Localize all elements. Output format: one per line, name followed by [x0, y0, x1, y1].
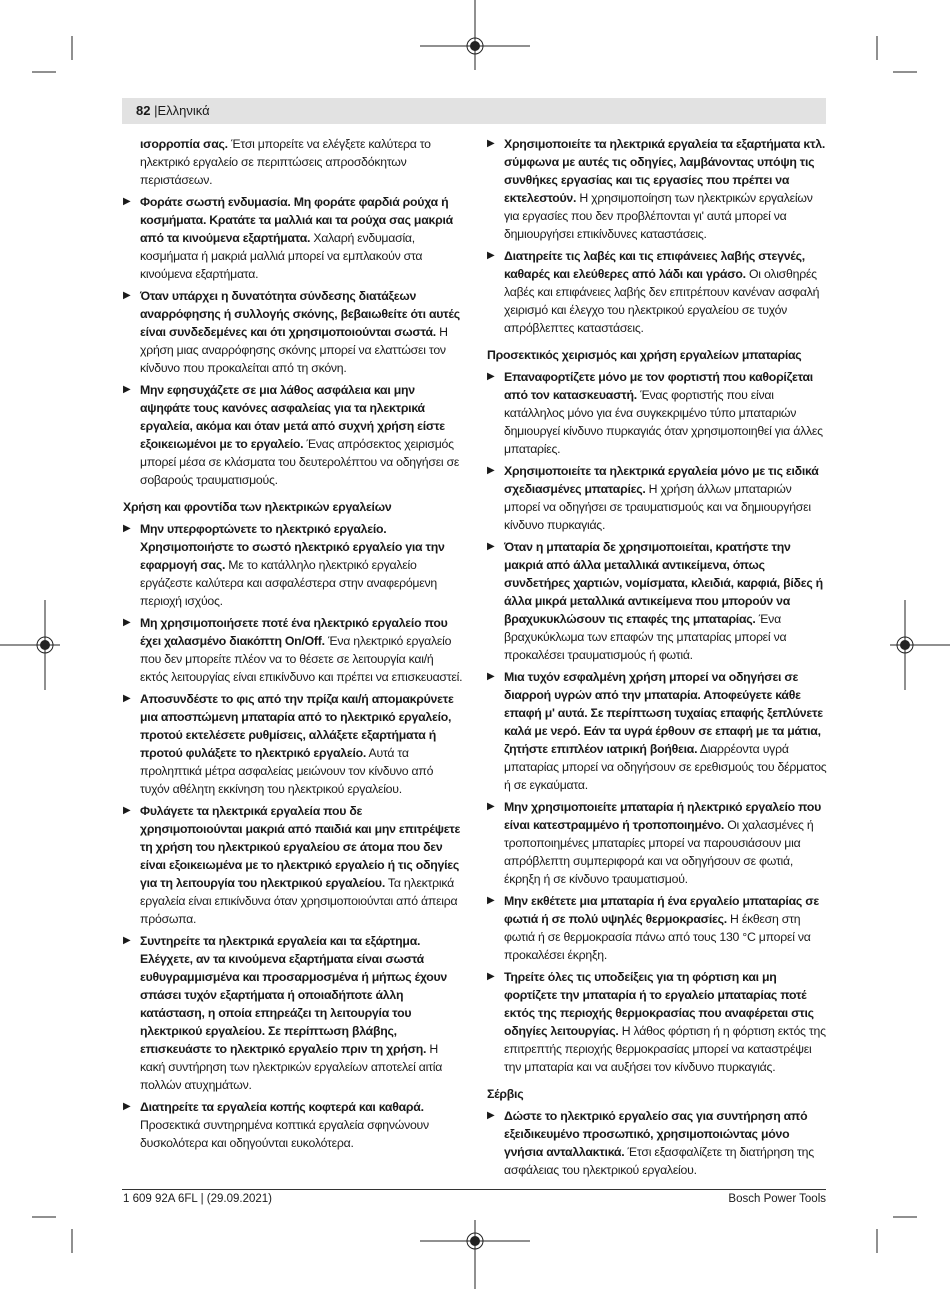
- safety-item-disconnect: [123, 690, 463, 798]
- item-text: Με το κατάλληλο ηλεκτρικό εργαλείο εργάζεστε καλύτερα και ασφαλέστερα στην αναφερόμενη περιοχή ισχύος.: [140, 558, 437, 608]
- item-bold-text: Μην υπερφορτώνετε το ηλεκτρικό εργαλείο. Χρησιμοποιήστε το σωστό ηλεκτρικό εργαλείο για την εφαρμογή σας.: [140, 522, 445, 572]
- section-heading-tool-use: Χρήση και φροντίδα των ηλεκτρικών εργαλείων: [123, 500, 392, 514]
- item-bold-text: Αποσυνδέστε το φις από την πρίζα και/ή απομακρύνετε μια αποσπώμενη μπαταρία από το ηλεκτρικό εργαλείο, προτού εκτελέσετε ρυθμίσεις, αλλάξετε εξαρτήματα ή προτού φυλάξετε το ηλεκτρικό εργαλείο.: [140, 692, 454, 760]
- item-text: Χαλαρή ενδυμασία, κοσμήματα ή μακριά μαλλιά μπορεί να εμπλακούν στα κινούμενα εξαρτήματα.: [140, 231, 423, 281]
- item-text: Ένα ηλεκτρικό εργαλείο που δεν μπορείτε πλέον να το θέσετε σε λειτουργία και/ή εκτός λειτουργίας είναι επικίνδυνο και πρέπει να επισκευαστεί.: [140, 634, 463, 684]
- item-bold-text: Μη χρησιμοποιήσετε ποτέ ένα ηλεκτρικό εργαλείο που έχει χαλασμένο διακόπτη On/Off.: [140, 616, 448, 648]
- page-number: 82: [136, 103, 151, 118]
- item-bold-text: Φυλάγετε τα ηλεκτρικά εργαλεία που δε χρησιμοποιούνται μακριά από παιδιά και μην επιτρέψετε τη χρήση του ηλεκτρικού εργαλείου σε άτομα που δεν είναι εξοικειωμένα με το ηλεκτρικό εργαλείο ή τις οδηγίες για τη λειτουργία του ηλεκτρικού εργαλείου.: [140, 804, 461, 890]
- item-text: Ένα βραχυκύκλωμα των επαφών της μπαταρίας μπορεί να προκαλέσει τραυματισμούς ή φωτιά.: [504, 612, 787, 662]
- bullet-arrow-icon: ▶: [123, 805, 131, 816]
- safety-item-short-circuit: [487, 538, 827, 664]
- item-text: Αυτά τα προληπτικά μέτρα ασφαλείας μειώνουν τον κίνδυνο από τυχόν αθέλητη εκκίνηση του ηλεκτρικού εργαλείου.: [140, 746, 434, 796]
- bullet-arrow-icon: ▶: [487, 371, 495, 382]
- item-bold-text: Όταν υπάρχει η δυνατότητα σύνδεσης διατάξεων αναρρόφησης ή συλλογής σκόνης, βεβαιωθείτε ότι αυτές είναι συνδεδεμένες και ότι χρησιμοποιούνται σωστά.: [140, 289, 460, 339]
- item-text: Διαρρέοντα υγρά μπαταρίας μπορεί να οδηγήσουν σε ερεθισμούς του δέρματος ή σε εγκαύματα.: [504, 742, 827, 792]
- item-bold-text: Μην εκθέτετε μια μπαταρία ή ένα εργαλείο μπαταρίας σε φωτιά ή σε πολύ υψηλές θερμοκρασίες.: [504, 894, 819, 926]
- item-bold-text: Επαναφορτίζετε μόνο με τον φορτιστή που καθορίζεται από τον κατασκευαστή.: [504, 370, 813, 402]
- section-heading-battery: Προσεκτικός χειρισμός και χρήση εργαλείων μπαταρίας: [487, 348, 802, 362]
- item-bold-text: Μην εφησυχάζετε σε μια λάθος ασφάλεια και μην αψηφάτε τους κανόνες ασφαλείας για τα ηλεκτρικά εργαλεία, ακόμα και όταν μετά από συχνή χρήση είστε εξοικειωμένοι με το εργαλείο.: [140, 383, 445, 451]
- bullet-arrow-icon: ▶: [487, 895, 495, 906]
- right-column: [487, 135, 827, 1183]
- safety-item-storage: [123, 802, 463, 928]
- intro-continuation: [123, 135, 463, 189]
- safety-item-complacency: [123, 381, 463, 489]
- item-bold-text: Συντηρείτε τα ηλεκτρικά εργαλεία και τα εξάρτημα. Ελέγχετε, αν τα κινούμενα εξαρτήματα είναι σωστά ευθυγραμμισμένα και προσαρμοσμένα ή μήπως έχουν σπάσει τυχόν εξαρτήματα ή οποιαδήποτε άλλη κατάσταση, η οποία επηρεάζει τη λειτουργία του ηλεκτρικού εργαλείου. Σε περίπτωση βλάβης, επισκευάστε το ηλεκτρικό εργαλείο πριν τη χρήση.: [140, 934, 448, 1056]
- item-text: Προσεκτικά συντηρημένα κοπτικά εργαλεία σφηνώνουν δυσκολότερα και οδηγούνται ευκολότερα.: [140, 1118, 429, 1150]
- safety-item-maintenance: [123, 932, 463, 1094]
- bullet-arrow-icon: ▶: [123, 196, 131, 207]
- bullet-arrow-icon: ▶: [123, 935, 131, 946]
- bullet-arrow-icon: ▶: [487, 138, 495, 149]
- header-separator: |: [154, 103, 158, 118]
- safety-item-leakage: [487, 668, 827, 794]
- safety-item-designated-batteries: [487, 462, 827, 534]
- item-bold-text: Τηρείτε όλες τις υποδείξεις για τη φόρτιση και μη φορτίζετε την μπαταρία ή το εργαλείο μπαταρίας ποτέ εκτός της περιοχής θερμοκρασίας που αναφέρεται στις οδηγίες λειτουργίας.: [504, 970, 814, 1038]
- intro-bold-text: ισορροπία σας.: [140, 137, 228, 151]
- item-text: Έτσι εξασφαλίζετε τη διατήρηση της ασφάλειας του ηλεκτρικού εργαλείου.: [504, 1145, 814, 1177]
- header-language: Ελληνικά: [157, 103, 210, 118]
- bullet-arrow-icon: ▶: [487, 250, 495, 261]
- safety-item-service: [487, 1107, 827, 1179]
- safety-item-switch: [123, 614, 463, 686]
- bullet-arrow-icon: ▶: [487, 541, 495, 552]
- item-bold-text: Μην χρησιμοποιείτε μπαταρία ή ηλεκτρικό εργαλείο που είναι κατεστραμμένο ή τροποποιημένο.: [504, 800, 822, 832]
- item-bold-text: Διατηρείτε τις λαβές και τις επιφάνειες λαβής στεγνές, καθαρές και ελεύθερες από λάδι και γράσο.: [504, 249, 805, 281]
- bullet-arrow-icon: ▶: [123, 1101, 131, 1112]
- item-text: Οι χαλασμένες ή τροποποιημένες μπαταρίες μπορεί να παρουσιάσουν μια απρόβλεπτη συμπεριφορά και να οδηγήσουν σε φωτιά, έκρηξη ή σε κίνδυνο τραυματισμού.: [504, 818, 814, 886]
- item-bold-text: Χρησιμοποιείτε τα ηλεκτρικά εργαλεία μόνο με τις ειδικά σχεδιασμένες μπαταρίες.: [504, 464, 819, 496]
- item-bold-text: Μια τυχόν εσφαλμένη χρήση μπορεί να οδηγήσει σε διαρροή υγρών από την μπαταρία. Αποφεύγετε κάθε επαφή μ' αυτά. Σε περίπτωση τυχαίας επαφής ξεπλύνετε καλά με νερό. Εάν τα υγρά έρθουν σε επαφή με τα μάτια, ζητήστε επιπλέον ιατρική βοήθεια.: [504, 670, 823, 756]
- item-text: Η χρήση μιας αναρρόφησης σκόνης μπορεί να ελαττώσει τον κίνδυνο που προκαλείται από τη σκόνη.: [140, 325, 448, 375]
- item-text: Η χρησιμοποίηση των ηλεκτρικών εργαλείων για εργασίες που δεν προβλέπονται γι' αυτά μπορεί να δημιουργήσει επικίνδυνες καταστάσεις.: [504, 191, 813, 241]
- bullet-arrow-icon: ▶: [123, 617, 131, 628]
- safety-item-charging-temp: [487, 968, 827, 1076]
- bullet-arrow-icon: ▶: [123, 693, 131, 704]
- item-bold-text: Φοράτε σωστή ενδυμασία. Μη φοράτε φαρδιά ρούχα ή κοσμήματα. Κρατάτε τα μαλλιά και τα ρούχα σας μακριά από τα κινούμενα εξαρτήματα.: [140, 195, 453, 245]
- left-column: [123, 135, 463, 1156]
- bullet-arrow-icon: ▶: [487, 465, 495, 476]
- safety-item-fire-heat: [487, 892, 827, 964]
- safety-item-use-per-instructions: [487, 135, 827, 243]
- item-bold-text: Όταν η μπαταρία δε χρησιμοποιείται, κρατήστε την μακριά από άλλα μεταλλικά αντικείμενα, όπως συνδετήρες χαρτιών, νομίσματα, κλειδιά, καρφιά, βίδες ή άλλα μικρά μεταλλικά αντικείμενα που μπορούν να βραχυκυκλώσουν τις επαφές της μπαταρίας.: [504, 540, 823, 626]
- bullet-arrow-icon: ▶: [487, 971, 495, 982]
- item-bold-text: Δώστε το ηλεκτρικό εργαλείο σας για συντήρηση από εξειδικευμένο προσωπικό, χρησιμοποιώντας μόνο γνήσια ανταλλακτικά.: [504, 1109, 808, 1159]
- intro-text: Έτσι μπορείτε να ελέγξετε καλύτερα το ηλεκτρικό εργαλείο σε περιπτώσεις απροσδόκητων περιστάσεων.: [140, 137, 431, 187]
- bullet-arrow-icon: ▶: [123, 290, 131, 301]
- item-text: Οι ολισθηρές λαβές και επιφάνειες λαβής δεν επιτρέπουν κανέναν ασφαλή χειρισμό και έλεγχο του ηλεκτρικού εργαλείου σε τυχόν απρόβλεπτες καταστάσεις.: [504, 267, 820, 335]
- item-text: Τα ηλεκτρικά εργαλεία είναι επικίνδυνα όταν χρησιμοποιούνται από άπειρα πρόσωπα.: [140, 876, 458, 926]
- safety-item-dry-handles: [487, 247, 827, 337]
- bullet-arrow-icon: ▶: [487, 671, 495, 682]
- safety-item-charger: [487, 368, 827, 458]
- item-bold-text: Διατηρείτε τα εργαλεία κοπής κοφτερά και καθαρά.: [140, 1100, 424, 1114]
- safety-item-no-overload: [123, 520, 463, 610]
- footer-rule: [122, 1189, 826, 1190]
- item-text: Ένας απρόσεκτος χειρισμός μπορεί μέσα σε κλάσματα του δευτερολέπτου να οδηγήσει σε σοβαρούς τραυματισμούς.: [140, 437, 460, 487]
- safety-item-damaged-battery: [487, 798, 827, 888]
- bullet-arrow-icon: ▶: [487, 801, 495, 812]
- bullet-arrow-icon: ▶: [123, 523, 131, 534]
- item-text: Η χρήση άλλων μπαταριών μπορεί να οδηγήσει σε τραυματισμούς και να δημιουργήσει κίνδυνο πυρκαγιάς.: [504, 482, 811, 532]
- safety-item-clothing: [123, 193, 463, 283]
- page-header: [122, 98, 826, 124]
- item-text: Η λάθος φόρτιση ή η φόρτιση εκτός της επιτρεπτής περιοχής θερμοκρασίας μπορεί να καταστρέψει την μπαταρία και να αυξήσει τον κίνδυνο πυρκαγιάς.: [504, 1024, 826, 1074]
- item-text: Η κακή συντήρηση των ηλεκτρικών εργαλείων αποτελεί αιτία πολλών ατυχημάτων.: [140, 1042, 443, 1092]
- item-text: Η έκθεση στη φωτιά ή σε θερμοκρασία πάνω από τους 130 °C μπορεί να προκαλέσει έκρηξη.: [504, 912, 811, 962]
- footer-brand: Bosch Power Tools: [728, 1193, 826, 1205]
- bullet-arrow-icon: ▶: [487, 1110, 495, 1121]
- safety-item-cutting-tools: [123, 1098, 463, 1152]
- safety-item-dust-extraction: [123, 287, 463, 377]
- item-bold-text: Χρησιμοποιείτε τα ηλεκτρικά εργαλεία τα εξαρτήματα κτλ. σύμφωνα με αυτές τις οδηγίες, λαμβάνοντας υπόψη τις συνθήκες εργασίας και τις εργασίες που πρέπει να εκτελεστούν.: [504, 137, 826, 205]
- item-text: Ένας φορτιστής που είναι κατάλληλος μόνο για ένα συγκεκριμένο τύπο μπαταριών δημιουργεί κίνδυνο πυρκαγιάς όταν χρησιμοποιηθεί για άλλες μπαταρίες.: [504, 388, 823, 456]
- section-heading-service: Σέρβις: [487, 1087, 524, 1101]
- bullet-arrow-icon: ▶: [123, 384, 131, 395]
- footer-document-code: 1 609 92A 6FL | (29.09.2021): [123, 1193, 272, 1205]
